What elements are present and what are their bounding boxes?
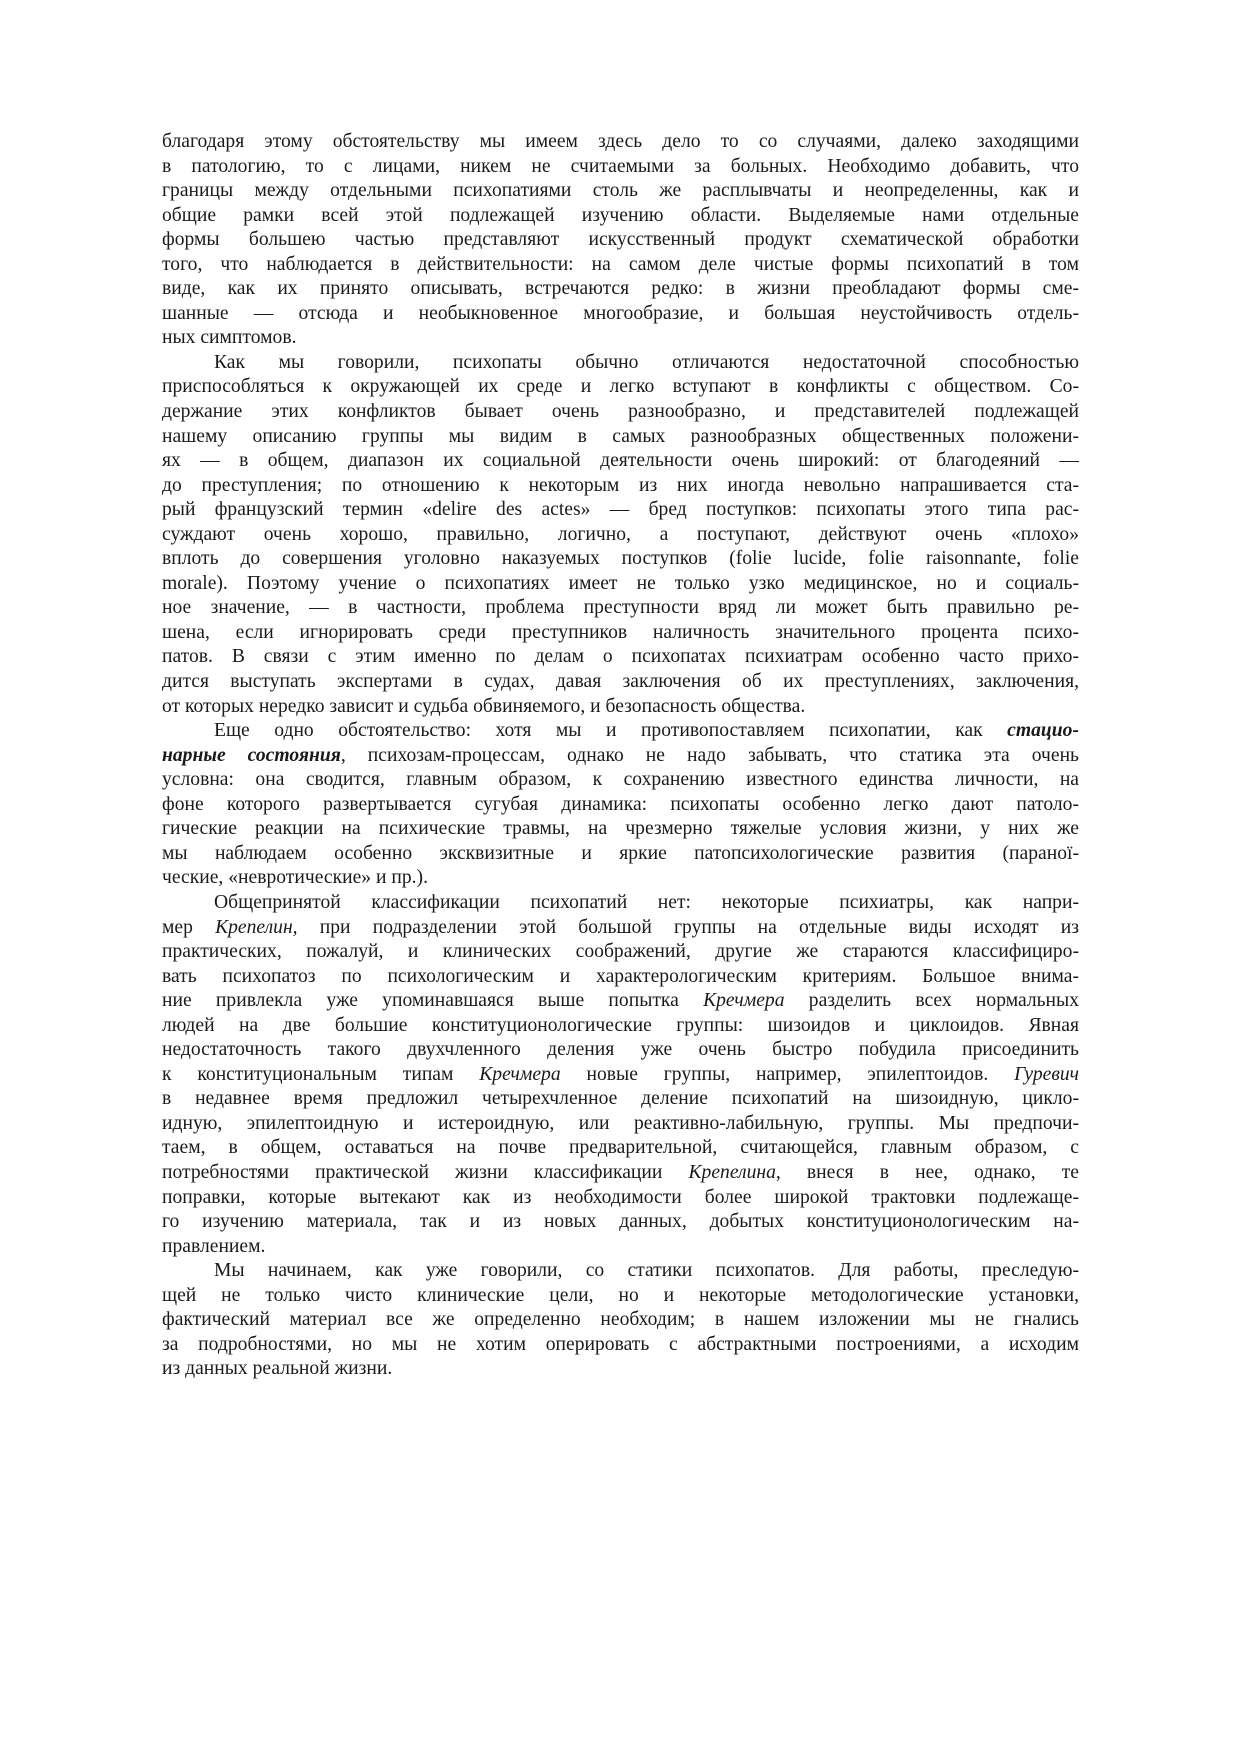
line-text: Еще одно обстоятельство: хотя мы и противопоставляем психопатии, как	[214, 720, 983, 742]
text-line: виде, как их принято описывать, встречаются редко: в жизни преобладают формы сме-	[162, 278, 1079, 300]
text-line: суждают очень хорошо, правильно, логично, а поступают, действуют очень «плохо»	[162, 523, 1079, 545]
line-text: , внеся в нее, однако, те	[775, 1161, 1079, 1183]
text-line: нарные состояния, психозам-процессам, однако не надо забывать, что статика эта очень	[162, 744, 1079, 766]
author-name: Гуревич	[1014, 1063, 1079, 1085]
text-line: того, что наблюдается в действительности: на самом деле чистые формы психопатий в том	[162, 253, 1079, 275]
text-line: щей не только чисто клинические цели, но и некоторые методологические установки,	[162, 1284, 1079, 1306]
text-line: в недавнее время предложил четырехчленное деление психопатий на шизоидную, цикло-	[162, 1088, 1079, 1110]
line-text: потребностями практической жизни классификации	[162, 1161, 663, 1183]
paragraph-5	[162, 1259, 1079, 1382]
line-text: разделить всех нормальных	[808, 990, 1079, 1012]
text-line: morale). Поэтому учение о психопатиях имеет не только узко медицинское, но и социаль-	[162, 572, 1079, 594]
text-line: Как мы говорили, психопаты обычно отличаются недостаточной способностью	[214, 351, 1079, 373]
text-line: до преступления; по отношению к некоторым из них иногда невольно напрашивается ста-	[162, 474, 1079, 496]
text-line: мы наблюдаем особенно эксквизитные и яркие патопсихологические развития (параної-	[162, 842, 1079, 864]
text-line: людей на две большие конституционологические группы: шизоидов и циклоидов. Явная	[162, 1014, 1079, 1036]
line-text: ние привлекла уже упоминавшаяся выше попытка	[162, 990, 679, 1012]
text-line	[162, 1161, 1079, 1186]
author-name: Крепелин,	[215, 916, 298, 938]
text-line: шена, если игнорировать среди преступников наличность значительного процента психо-	[162, 621, 1079, 643]
text-line: недостаточность такого двухчленного деления уже очень быстро побудила присоединить	[162, 1039, 1079, 1061]
paragraph-1	[162, 130, 1079, 351]
paragraph-4	[162, 891, 1079, 1259]
text-line: ях — в общем, диапазон их социальной деятельности очень широкий: от благодеяний —	[162, 450, 1079, 472]
emphasis-term: нарные состояния	[162, 744, 341, 766]
text-line: границы между отдельными психопатиями столь же расплывчаты и неопределенны, как и	[162, 180, 1079, 202]
text-line: вать психопатоз по психологическим и характерологическим критериям. Большое внима-	[162, 965, 1079, 987]
author-name: Крепелина	[688, 1161, 776, 1183]
text-line: рый французский термин «delire des actes» — бред поступков: психопаты этого типа рас-	[162, 499, 1079, 521]
text-line: нашему описанию группы мы видим в самых разнообразных общественных положени-	[162, 425, 1079, 447]
text-line	[162, 916, 1079, 941]
text-line: условна: она сводится, главным образом, к сохранению известного единства личности, на	[162, 769, 1079, 791]
text-line: таем, в общем, оставаться на почве предварительной, считающейся, главным образом, с	[162, 1137, 1079, 1159]
text-line: из данных реальной жизни.	[162, 1358, 393, 1380]
text-line: фактический материал все же определенно необходим; в нашем изложении мы не гнались	[162, 1309, 1079, 1331]
text-line: идную, эпилептоидную и истероидную, или реактивно-лабильную, группы. Мы предпочи-	[162, 1112, 1079, 1134]
text-line: правлением.	[162, 1235, 266, 1257]
text-line: формы большею частью представляют искусственный продукт схематической обработки	[162, 229, 1079, 251]
text-line: патов. В связи с этим именно по делам о психопатах психиатрам особенно часто прихо-	[162, 646, 1079, 668]
document-page	[162, 130, 1079, 1382]
author-name: Кречмера	[479, 1063, 561, 1085]
line-text: к конституциональным типам	[162, 1063, 454, 1085]
text-line: фоне которого развертывается сугубая динамика: психопаты особенно легко дают патоло-	[162, 793, 1079, 815]
text-line: от которых нередко зависит и судьба обвиняемого, и безопасность общества.	[162, 695, 806, 717]
text-line	[162, 719, 1079, 744]
text-line: Мы начинаем, как уже говорили, со статики психопатов. Для работы, преследую-	[214, 1260, 1079, 1282]
text-line: держание этих конфликтов бывает очень разнообразно, и представителей подлежащей	[162, 401, 1079, 423]
text-line: Общепринятой классификации психопатий нет: некоторые психиатры, как напри-	[214, 891, 1079, 913]
text-line: вплоть до совершения уголовно наказуемых поступков (folie lucide, folie raisonnante, folie	[162, 548, 1079, 570]
text-line: дится выступать экспертами в судах, давая заключения об их преступлениях, заключения,	[162, 671, 1079, 693]
text-line	[162, 1063, 1079, 1088]
emphasis-term: стацио-	[1007, 720, 1079, 742]
text-line: ных симптомов.	[162, 327, 297, 349]
paragraph-3	[162, 719, 1079, 891]
text-line: гические реакции на психические травмы, на чрезмерно тяжелые условия жизни, у них же	[162, 818, 1079, 840]
text-line: общие рамки всей этой подлежащей изучению области. Выделяемые нами отдельные	[162, 204, 1079, 226]
text-line: поправки, которые вытекают как из необходимости более широкой трактовки подлежаще-	[162, 1186, 1079, 1208]
line-text: мер	[162, 916, 193, 938]
text-line: практических, пожалуй, и клинических соображений, другие же стараются классифициро-	[162, 941, 1079, 963]
line-text: новые группы, например, эпилептоидов.	[586, 1063, 989, 1085]
text-line: в патологию, то с лицами, никем не считаемыми за больных. Необходимо добавить, что	[162, 155, 1079, 177]
author-name: Кречмера	[703, 990, 785, 1012]
text-line: за подробностями, но мы не хотим оперировать с абстрактными построениями, а исходим	[162, 1333, 1079, 1355]
text-line: шанные — отсюда и необыкновенное многообразие, и большая неустойчивость отдель-	[162, 302, 1079, 324]
text-line: благодаря этому обстоятельству мы имеем здесь дело то со случаями, далеко заходящими	[162, 131, 1079, 152]
line-text: при подразделении этой большой группы на отдельные виды исходят из	[319, 916, 1079, 938]
text-line: приспособляться к окружающей их среде и легко вступают в конфликты с обществом. Со-	[162, 376, 1079, 398]
paragraph-2	[162, 351, 1079, 719]
text-line: ное значение, — в частности, проблема преступности вряд ли может быть правильно ре-	[162, 597, 1079, 619]
text-line: го изучению материала, так и из новых данных, добытых конституционологическим на-	[162, 1211, 1079, 1233]
line-text: психозам-процессам, однако не надо забывать, что статика эта очень	[367, 744, 1079, 766]
text-line: ческие, «невротические» и пр.).	[162, 867, 428, 889]
text-line	[162, 989, 1079, 1014]
